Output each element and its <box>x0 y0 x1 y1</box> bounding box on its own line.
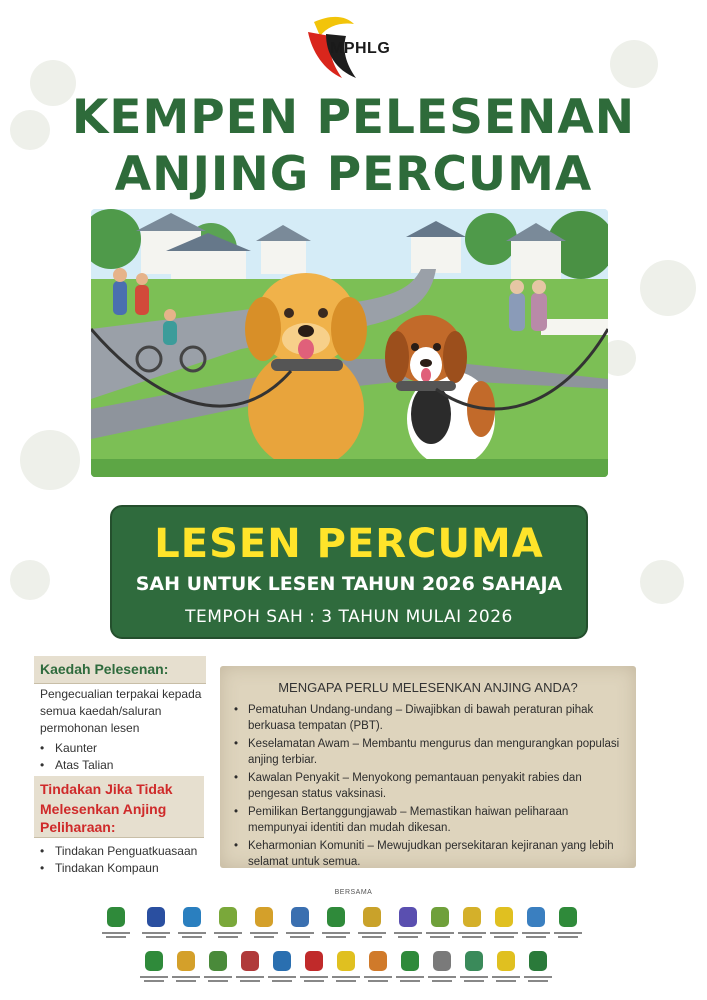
council-emblem-icon <box>332 951 360 991</box>
paw-decoration <box>640 260 696 316</box>
list-item: • Keharmonian Komuniti – Mewujudkan persekitaran kejiranan yang lebih selamat untuk semua. <box>232 838 630 870</box>
why-license-list <box>232 702 630 872</box>
council-emblem-icon <box>172 951 200 991</box>
council-emblem-icon <box>140 951 168 991</box>
licensing-method-description: Pengecualian terpakai kepada semua kaedah/saluran permohonan lesen <box>40 687 202 735</box>
action-heading-line-2: Melesenkan Anjing <box>40 801 167 817</box>
council-emblem-icon <box>204 951 232 991</box>
paw-decoration <box>640 560 684 604</box>
council-emblem-icon <box>458 907 486 947</box>
council-emblem-icon <box>522 907 550 947</box>
page-title-line-2: ANJING PERCUMA <box>114 147 593 202</box>
council-emblem-icon <box>460 951 488 991</box>
list-item: • Atas Talian <box>40 757 113 774</box>
council-emblem-icon <box>250 907 278 947</box>
license-main-text: LESEN PERCUMA <box>154 521 544 567</box>
dogs-in-park-illustration <box>91 209 608 477</box>
council-emblem-icon <box>396 951 424 991</box>
list-item: • Kaunter <box>40 740 113 757</box>
list-item: • Pematuhan Undang-undang – Diwajibkan di bawah peraturan pihak berkuasa tempatan (PBT). <box>232 702 630 734</box>
action-heading-line-1: Tindakan Jika Tidak <box>40 781 173 797</box>
list-item: • Tindakan Penguatkuasaan <box>40 843 197 860</box>
council-emblem-icon <box>300 951 328 991</box>
paw-decoration <box>10 560 50 600</box>
licensing-method-heading-text: Kaedah Pelesenan: <box>40 661 169 677</box>
council-emblem-icon <box>426 907 454 947</box>
council-emblem-icon <box>492 951 520 991</box>
council-emblem-icon <box>358 907 386 947</box>
paw-decoration <box>610 40 658 88</box>
licensing-method-heading <box>34 656 206 684</box>
logo-text: MPHLG <box>330 40 391 57</box>
council-emblem-icon <box>524 951 552 991</box>
council-emblem-icon <box>142 907 170 947</box>
license-validity-text: TEMPOH SAH : 3 TAHUN MULAI 2026 <box>185 607 513 627</box>
council-logos-row <box>100 907 600 997</box>
council-emblem-icon <box>178 907 206 947</box>
list-item: • Keselamatan Awam – Membantu mengurus dan mengurangkan populasi anjing terbiar. <box>232 736 630 768</box>
action-heading-line-3: Peliharaan: <box>40 819 116 835</box>
free-license-banner <box>110 505 588 639</box>
mphlg-logo <box>300 8 410 84</box>
why-license-title: MENGAPA PERLU MELESENKAN ANJING ANDA? <box>278 680 578 695</box>
paw-decoration <box>20 430 80 490</box>
council-emblem-icon <box>428 951 456 991</box>
council-emblem-icon <box>102 907 130 947</box>
list-item: • Tindakan Kompaun <box>40 860 197 877</box>
council-emblem-icon <box>364 951 392 991</box>
council-emblem-icon <box>490 907 518 947</box>
action-if-unlicensed-heading <box>34 776 204 838</box>
page-title-line-1: KEMPEN PELESENAN <box>71 90 636 145</box>
list-item: • Pemilikan Bertanggungjawab – Memastikan haiwan peliharaan mempunyai identiti dan mudah dikesan. <box>232 804 630 836</box>
council-emblem-icon <box>286 907 314 947</box>
why-license-panel <box>220 666 636 868</box>
council-emblem-icon <box>236 951 264 991</box>
partners-label: BERSAMA <box>334 889 373 896</box>
licensing-method-list <box>40 740 113 774</box>
council-emblem-icon <box>268 951 296 991</box>
council-emblem-icon <box>394 907 422 947</box>
action-list <box>40 843 197 877</box>
license-sub-text: SAH UNTUK LESEN TAHUN 2026 SAHAJA <box>135 573 563 595</box>
council-emblem-icon <box>214 907 242 947</box>
list-item: • Kawalan Penyakit – Menyokong pemantauan penyakit rabies dan pengesan status vaksinasi. <box>232 770 630 802</box>
council-emblem-icon <box>554 907 582 947</box>
council-emblem-icon <box>322 907 350 947</box>
